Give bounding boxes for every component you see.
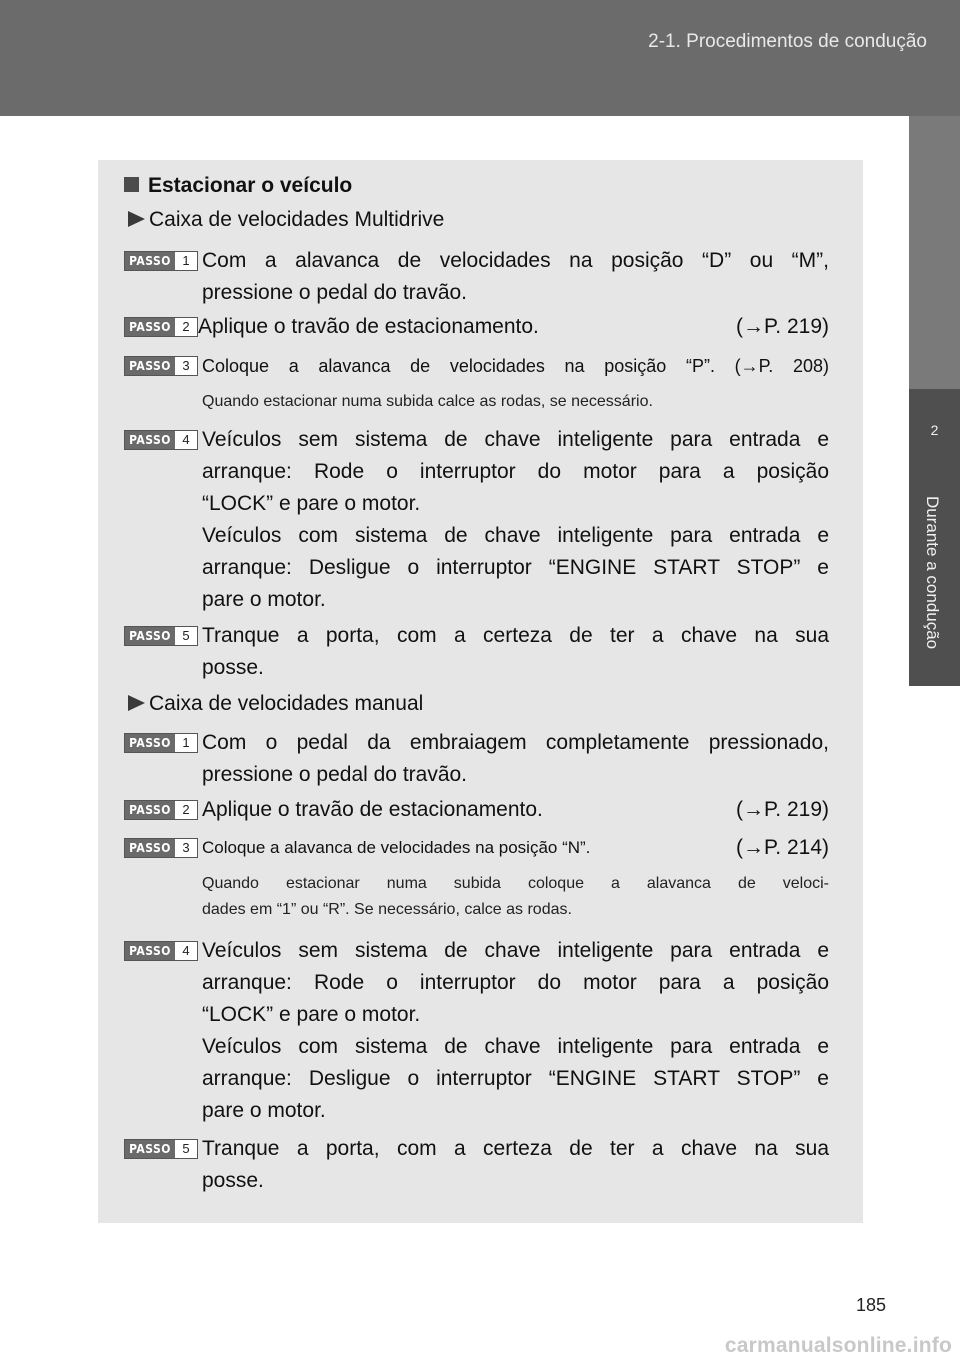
triangle-arrow-icon <box>128 211 145 227</box>
triangle-arrow-icon <box>128 695 145 711</box>
page-number: 185 <box>855 1295 886 1315</box>
step-text: Veículos sem sistema de chave inteligente para entrada e arranque: Rode o interruptor do motor para a posição “LOCK” e pare o motor. Veículos com sistema de chave inteligente para entrada e arranque: Desligue o interruptor “ENGINE START STOP” e pare o motor. <box>202 939 829 1122</box>
step-text: Aplique o travão de estacionamento. (→P. 219) <box>198 311 829 343</box>
step-text: Com a alavanca de velocidades na posição “D” ou “M”, pressione o pedal do travão. <box>202 249 829 304</box>
step-text: Veículos sem sistema de chave inteligente para entrada e arranque: Rode o interruptor do motor para a posição “LOCK” e pare o motor. Veículos com sistema de chave inteligente para entrada e arranque: Desligue o interruptor “ENGINE START STOP” e pare o motor. <box>202 428 829 611</box>
step-badge: PASSO 3 <box>124 838 198 858</box>
step-badge: PASSO 1 <box>124 733 198 753</box>
step-badge: PASSO 5 <box>124 626 198 646</box>
running-header: 2-1. Procedimentos de condução <box>648 31 927 52</box>
step-note: Quando estacionar numa subida calce as rodas, se necessário. <box>202 393 653 410</box>
step-badge: PASSO 3 <box>124 356 198 376</box>
watermark: carmanualsonline.info <box>724 1334 952 1357</box>
step-text: Tranque a porta, com a certeza de ter a chave na sua posse. <box>202 624 829 679</box>
chapter-name: Durante a condução <box>923 496 942 650</box>
page-reference: (→P. 219) <box>736 798 829 821</box>
step-text: Aplique o travão de estacionamento. (→P. 219) <box>202 794 829 826</box>
step-text: Tranque a porta, com a certeza de ter a chave na sua posse. <box>202 1137 829 1192</box>
step-badge: PASSO 5 <box>124 1139 198 1159</box>
step-text: Com o pedal da embraiagem completamente pressionado, pressione o pedal do travão. <box>202 731 829 786</box>
step-badge: PASSO 4 <box>124 941 198 961</box>
step-badge: PASSO 2 <box>124 317 198 337</box>
side-tab-upper <box>909 116 960 389</box>
subheading-manual: Caixa de velocidades manual <box>128 692 423 716</box>
header-band <box>0 0 960 116</box>
page-reference: (→P. 214) <box>736 836 829 859</box>
step-badge: PASSO 1 <box>124 251 198 271</box>
step-text: Coloque a alavanca de velocidades na posição “P”. (→P. 208) <box>202 356 829 376</box>
chapter-side-tab <box>909 116 960 686</box>
page-reference: (→P. 219) <box>736 315 829 338</box>
square-bullet-icon <box>124 177 139 192</box>
step-text: Coloque a alavanca de velocidades na posição “N”. (→P. 214) <box>202 832 829 864</box>
subheading-multidrive: Caixa de velocidades Multidrive <box>128 208 444 232</box>
step-note: Quando estacionar numa subida coloque a alavanca de veloci- dades em “1” ou “R”. Se necessário, calce as rodas. <box>202 875 829 918</box>
section-title: Estacionar o veículo <box>124 174 352 198</box>
chapter-number: 2 <box>930 422 939 438</box>
step-badge: PASSO 2 <box>124 800 198 820</box>
step-badge: PASSO 4 <box>124 430 198 450</box>
